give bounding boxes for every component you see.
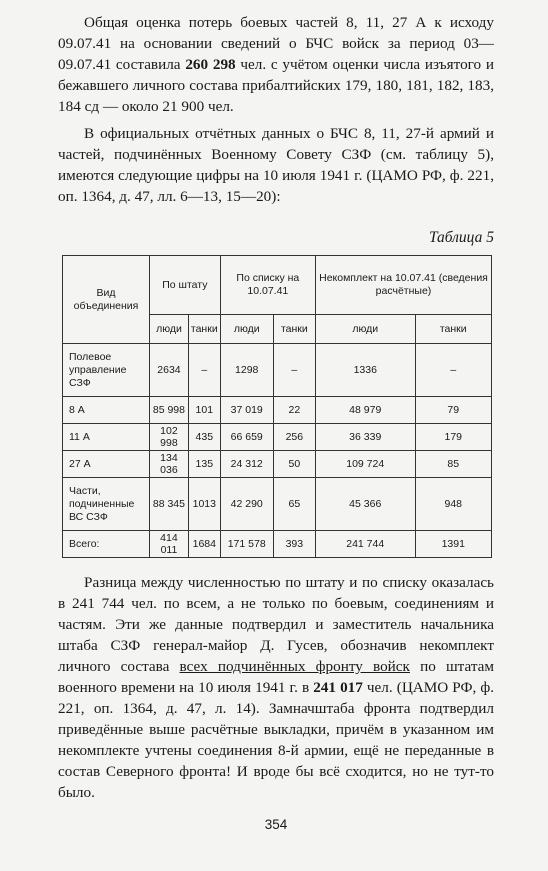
cell: 414 011 xyxy=(150,531,189,558)
sub-people: люди xyxy=(315,315,415,344)
text: по штатам военного времени на 10 июля 1941 г. в xyxy=(58,658,494,696)
cell: 1391 xyxy=(415,531,492,558)
table-caption: Таблица 5 xyxy=(428,229,494,246)
cell: 36 339 xyxy=(315,424,415,451)
cell: – xyxy=(415,344,492,397)
cell: 171 578 xyxy=(220,531,273,558)
cell: 101 xyxy=(188,397,220,424)
cell: 179 xyxy=(415,424,492,451)
row-label: 8 А xyxy=(63,397,150,424)
cell: 79 xyxy=(415,397,492,424)
underlined-phrase: всех подчинённых фронту войск xyxy=(179,658,410,675)
cell: 24 312 xyxy=(220,451,273,478)
header-staff: По штату xyxy=(150,256,221,315)
row-label: 27 А xyxy=(63,451,150,478)
cell: 948 xyxy=(415,478,492,531)
sub-people: люди xyxy=(220,315,273,344)
paragraph-2: В официальных отчётных данных о БЧС 8, 11, 27-й армий и частей, подчинённых Военному Совету СЗФ (см. таблицу 5), имеются следующие цифры на 10 июля 1941 г. (ЦАМО РФ, ф. 221, оп. 1364, д. 47, лл. 6—13, 15—20): xyxy=(58,125,494,205)
cell: 2634 xyxy=(150,344,189,397)
cell: 393 xyxy=(273,531,315,558)
table-row xyxy=(63,344,492,397)
cell: 1684 xyxy=(188,531,220,558)
text: Разница между численностью по штату и по списку оказалась в 241 744 чел. по всем, а не только по боевым, соединениям и частям. Эти же данные подтвердил и заместитель начальника штаба СЗФ генерал-майор Д. Гусев, обозначив некомплект личного состава xyxy=(58,574,494,675)
cell: 65 xyxy=(273,478,315,531)
cell: 48 979 xyxy=(315,397,415,424)
cell: 85 xyxy=(415,451,492,478)
paragraph-3 xyxy=(58,572,494,803)
losses-table xyxy=(62,255,492,558)
text: чел. с учётом оценки числа изъятого и бежавшего личного состава прибалтийских 179, 180, 181, 182, 183, 184 сд — около 21 900 чел. xyxy=(58,56,494,115)
cell: – xyxy=(188,344,220,397)
row-label: Полевое управление СЗФ xyxy=(63,344,150,397)
cell: 50 xyxy=(273,451,315,478)
cell: 22 xyxy=(273,397,315,424)
sub-tanks: танки xyxy=(415,315,492,344)
cell: 102 998 xyxy=(150,424,189,451)
row-label: Всего: xyxy=(63,531,150,558)
cell: 1336 xyxy=(315,344,415,397)
table-row xyxy=(63,451,492,478)
sub-tanks: танки xyxy=(273,315,315,344)
cell: 1298 xyxy=(220,344,273,397)
cell: 241 744 xyxy=(315,531,415,558)
cell: 256 xyxy=(273,424,315,451)
page-number: 354 xyxy=(264,817,288,832)
header-shortage: Некомплект на 10.07.41 (сведения расчётные) xyxy=(315,256,491,315)
bold-figure: 260 298 xyxy=(185,56,236,73)
cell: 1013 xyxy=(188,478,220,531)
table-row xyxy=(63,478,492,531)
table-row xyxy=(63,424,492,451)
text: чел. (ЦАМО РФ, ф. 221, оп. 1364, д. 47, л. 14). Замначштаба фронта подтвердил приведённые выше расчётные выкладки, причём в указанном им некомплекте учтены соединения 8-й армии, ещё не переданные в состав Северного фронта! И вроде бы всё сходится, но не тут-то было. xyxy=(58,679,494,801)
cell: 109 724 xyxy=(315,451,415,478)
table-row-total xyxy=(63,531,492,558)
paragraph-1 xyxy=(58,12,494,117)
sub-people: люди xyxy=(150,315,189,344)
cell: 66 659 xyxy=(220,424,273,451)
cell: 85 998 xyxy=(150,397,189,424)
header-type: Вид объединения xyxy=(63,256,150,344)
sub-tanks: танки xyxy=(188,315,220,344)
book-page xyxy=(58,12,494,832)
cell: 135 xyxy=(188,451,220,478)
cell: 37 019 xyxy=(220,397,273,424)
row-label: Части, подчиненные ВС СЗФ xyxy=(63,478,150,531)
cell: 45 366 xyxy=(315,478,415,531)
cell: 42 290 xyxy=(220,478,273,531)
cell: 134 036 xyxy=(150,451,189,478)
bold-figure: 241 017 xyxy=(313,679,363,696)
table-row xyxy=(63,397,492,424)
text: Общая оценка потерь боевых частей 8, 11, 27 А к исходу 09.07.41 на основании сведений о БЧС войск за период 03—09.07.41 составила xyxy=(58,14,494,73)
cell: 435 xyxy=(188,424,220,451)
cell: 88 345 xyxy=(150,478,189,531)
cell: – xyxy=(273,344,315,397)
header-list: По списку на 10.07.41 xyxy=(220,256,315,315)
row-label: 11 А xyxy=(63,424,150,451)
